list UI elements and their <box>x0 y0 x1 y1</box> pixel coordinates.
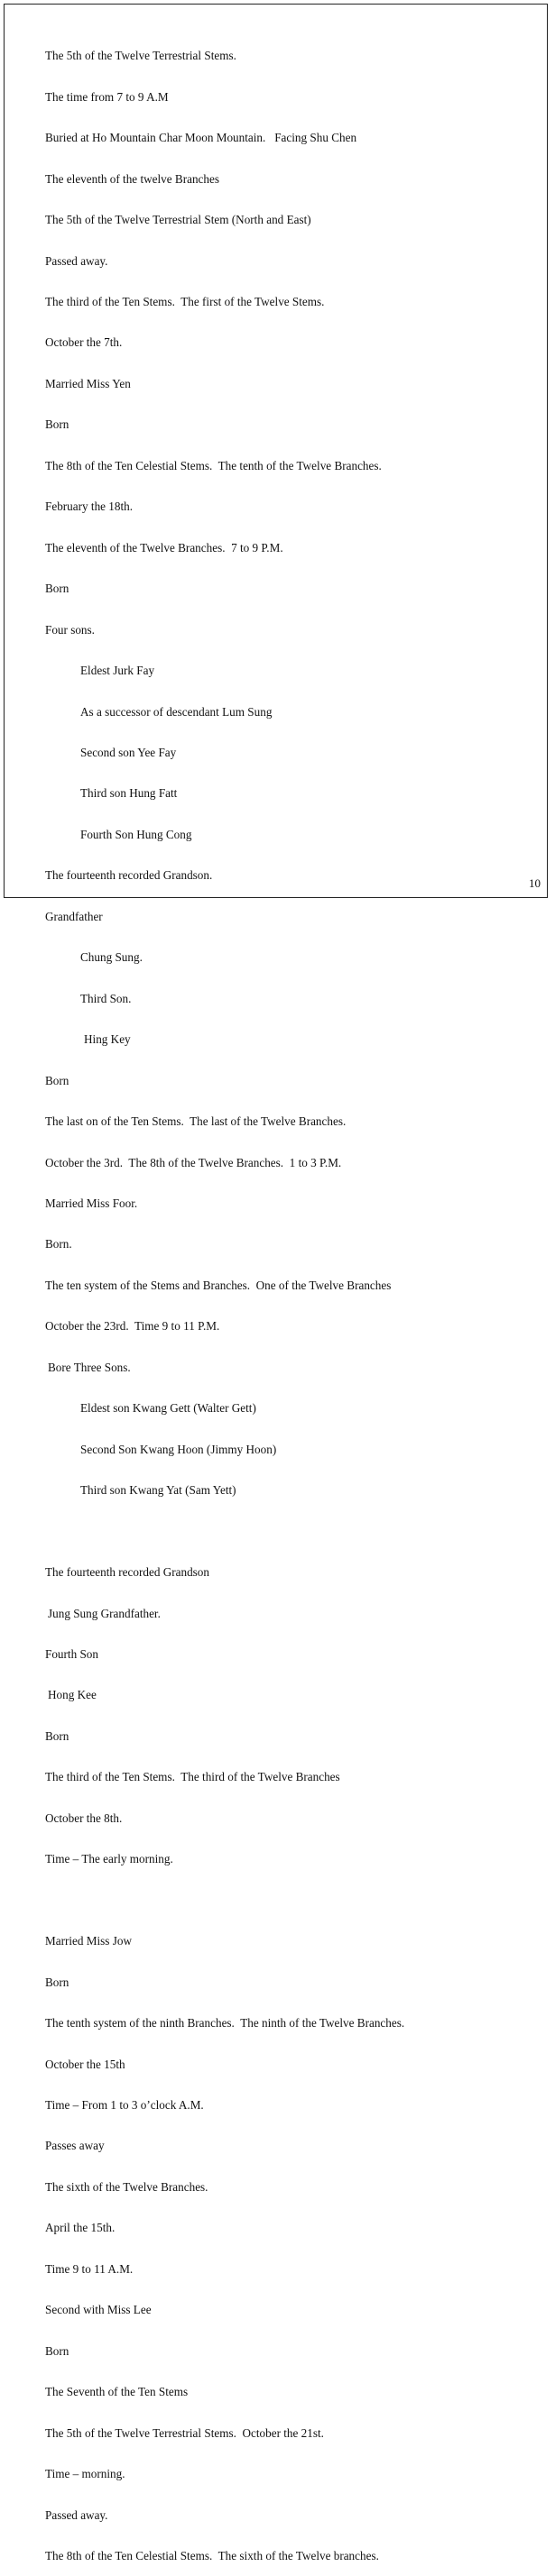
text-line: Time – The early morning. <box>45 1852 173 1866</box>
text-line: October the 3rd. The 8th of the Twelve Branches. 1 to 3 P.M. <box>45 1155 342 1169</box>
text-line: February the 18th. <box>45 500 134 514</box>
text-line: The 5th of the Twelve Terrestrial Stems. <box>45 49 236 63</box>
text-line: The eleventh of the twelve Branches <box>45 171 219 186</box>
text-line: The eleventh of the Twelve Branches. 7 to 9 P.M. <box>45 540 283 555</box>
text-line: Time – morning. <box>45 2467 125 2481</box>
blank-line <box>45 1525 532 1538</box>
text-line: The fourteenth recorded Grandson <box>45 1565 209 1580</box>
text-line-indented: Eldest son Kwang Gett (Walter Gett) <box>80 1401 256 1416</box>
text-line: Time 9 to 11 A.M. <box>45 2261 134 2276</box>
text-line: October the 8th. <box>45 1811 123 1825</box>
text-line: Born. <box>45 1237 72 1251</box>
text-line: Bore Three Sons. <box>48 1360 131 1374</box>
text-line-indented: Eldest Jurk Fay <box>80 664 155 678</box>
text-line-indented: Second son Yee Fay <box>80 746 177 760</box>
text-line: Grandfather <box>45 909 103 923</box>
text-line: The third of the Ten Stems. The third of the Twelve Branches <box>45 1770 340 1784</box>
text-line: The last on of the Ten Stems. The last of the Twelve Branches. <box>45 1114 347 1129</box>
text-line-indented: Third son Hung Fatt <box>80 786 178 801</box>
text-line: Hong Kee <box>48 1688 97 1702</box>
text-line: The sixth of the Twelve Branches. <box>45 2179 208 2194</box>
text-line: Buried at Ho Mountain Char Moon Mountain. Facing Shu Chen <box>45 131 357 145</box>
text-line: Passed away. <box>45 253 108 268</box>
text-line: Fourth Son <box>45 1646 98 1661</box>
text-line: The time from 7 to 9 A.M <box>45 89 169 104</box>
text-line: Married Miss Jow <box>45 1934 132 1948</box>
text-line: April the 15th. <box>45 2221 116 2235</box>
text-line: Married Miss Foor. <box>45 1196 138 1210</box>
text-line: Born <box>45 582 69 596</box>
document-body <box>45 22 532 2576</box>
text-line: Passed away. <box>45 2507 108 2522</box>
text-line: The 5th of the Twelve Terrestrial Stems. October the 21st. <box>45 2425 324 2440</box>
text-line: The tenth system of the ninth Branches. The ninth of the Twelve Branches. <box>45 2016 405 2031</box>
text-line: October the 23rd. Time 9 to 11 P.M. <box>45 1319 220 1334</box>
text-line-indented: Chung Sung. <box>80 950 143 965</box>
text-line: Born <box>45 1728 69 1743</box>
text-line-indented: Hing Key <box>84 1032 131 1047</box>
text-line-indented: Second Son Kwang Hoon (Jimmy Hoon) <box>80 1442 277 1456</box>
text-line: Second with Miss Lee <box>45 2303 152 2317</box>
text-line: Born <box>45 417 69 432</box>
page-number: 10 <box>529 876 541 890</box>
text-line: Born <box>45 1073 69 1087</box>
text-line: Born <box>45 1975 69 1989</box>
text-line-indented: Fourth Son Hung Cong <box>80 827 192 841</box>
text-line-indented: Third Son. <box>80 991 132 1005</box>
text-line: Passes away <box>45 2139 105 2153</box>
text-line-indented: As a successor of descendant Lum Sung <box>80 704 273 719</box>
text-line: Time – From 1 to 3 o’clock A.M. <box>45 2097 204 2112</box>
text-line: The ten system of the Stems and Branches. One of the Twelve Branches <box>45 1278 392 1292</box>
blank-line <box>45 1893 532 1907</box>
text-line: The 8th of the Ten Celestial Stems. The sixth of the Twelve branches. <box>45 2548 379 2562</box>
text-line: The third of the Ten Stems. The first of the Twelve Stems. <box>45 295 325 309</box>
text-line: The 8th of the Ten Celestial Stems. The tenth of the Twelve Branches. <box>45 458 382 472</box>
text-line: October the 15th <box>45 2057 125 2071</box>
text-line: The 5th of the Twelve Terrestrial Stem (North and East) <box>45 213 311 227</box>
text-line-indented: Third son Kwang Yat (Sam Yett) <box>80 1483 236 1498</box>
text-line: Born <box>45 2343 69 2358</box>
text-line: Jung Sung Grandfather. <box>48 1606 161 1620</box>
text-line: Married Miss Yen <box>45 376 131 390</box>
text-line: The fourteenth recorded Grandson. <box>45 868 213 883</box>
text-line: October the 7th. <box>45 335 123 350</box>
text-line: The Seventh of the Ten Stems <box>45 2385 189 2399</box>
text-line: Four sons. <box>45 622 95 637</box>
